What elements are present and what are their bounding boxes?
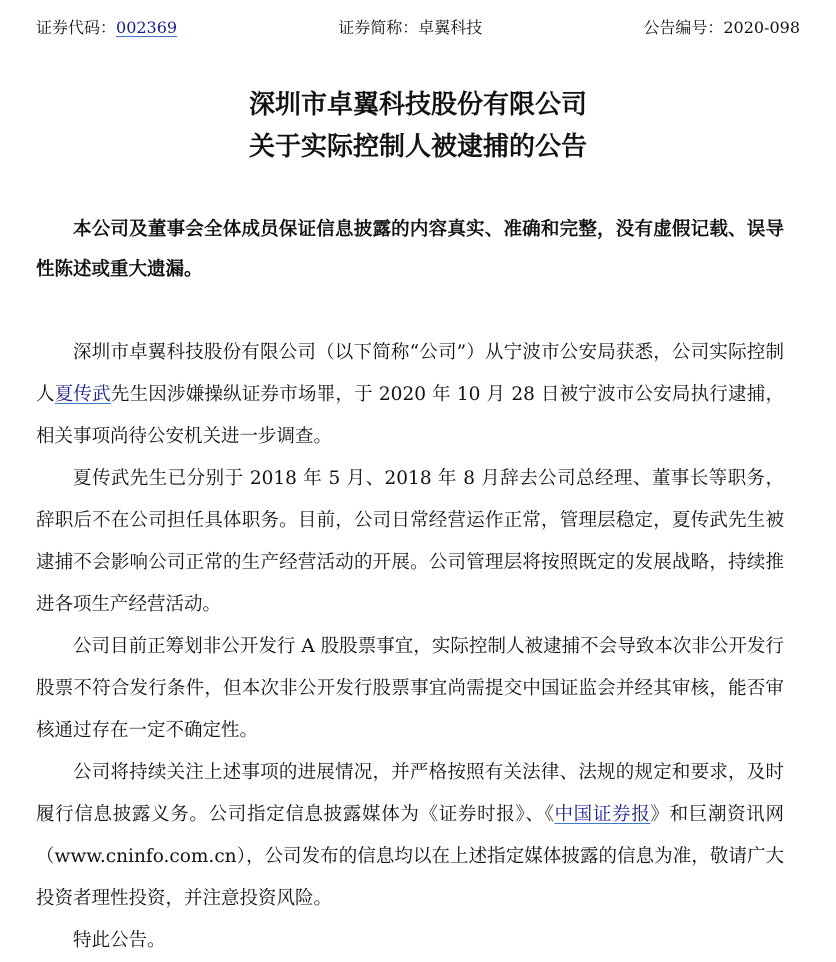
stock-code <box>36 15 177 38</box>
paragraph-1-text-b: 先生因涉嫌操纵证券市场罪，于 2020 年 10 月 28 日被宁波市公安局执行逮捕，相关事项尚待公安机关进一步调查。 <box>36 384 784 447</box>
announcement-number: 公告编号：2020-098 <box>643 17 800 37</box>
paragraph-4-text-a: 公司将持续关注上述事项的进展情况，并严格按照有关法律、法规的规定和要求，及时履行信息披露义务。公司指定信息披露媒体为《证券时报》、《 <box>36 762 784 825</box>
closing-line: 特此公告。 <box>73 930 166 951</box>
stock-code-label: 证券代码： <box>36 17 117 37</box>
paragraph-4 <box>36 752 784 920</box>
stock-code-link[interactable]: 002369 <box>116 17 178 37</box>
paragraph-4-text-b: 》和巨潮资讯网（www.cninfo.com.cn），公司发布的信息均以在上述指定媒体披露的信息为准，敬请广大投资者理性投资，并注意投资风险。 <box>36 804 784 909</box>
title-line-2: 关于实际控制人被逮捕的公告 <box>248 132 587 162</box>
paragraph-1 <box>36 332 784 458</box>
paragraph-1-text-a: 深圳市卓翼科技股份有限公司（以下简称“公司”）从宁波市公安局获悉，公司实际控制人 <box>36 342 784 405</box>
paragraph-3: 公司目前正筹划非公开发行 A 股股票事宜，实际控制人被逮捕不会导致本次非公开发行股票不符合发行条件，但本次非公开发行股票事宜尚需提交中国证监会并经其审核，能否审核通过存在一定不确定性。 <box>36 636 784 741</box>
document-body <box>36 332 784 962</box>
board-guarantee-notice: 本公司及董事会全体成员保证信息披露的内容真实、准确和完整，没有虚假记载、误导性陈述或重大遗漏。 <box>36 219 784 280</box>
document-header <box>36 14 800 38</box>
title-line-1: 深圳市卓翼科技股份有限公司 <box>248 90 587 120</box>
stock-abbreviation: 证券简称：卓翼科技 <box>338 17 483 37</box>
document-title <box>0 84 836 168</box>
person-name-link[interactable]: 夏传武 <box>54 384 111 405</box>
newspaper-link[interactable]: 中国证券报 <box>554 804 651 825</box>
paragraph-2: 夏传武先生已分别于 2018 年 5 月、2018 年 8 月辞去公司总经理、董事长等职务，辞职后不在公司担任具体职务。目前，公司日常经营运作正常，管理层稳定，夏传武先生被逮捕不会影响公司正常的生产经营活动的开展。公司管理层将按照既定的发展战略，持续推进各项生产经营活动。 <box>36 468 784 615</box>
